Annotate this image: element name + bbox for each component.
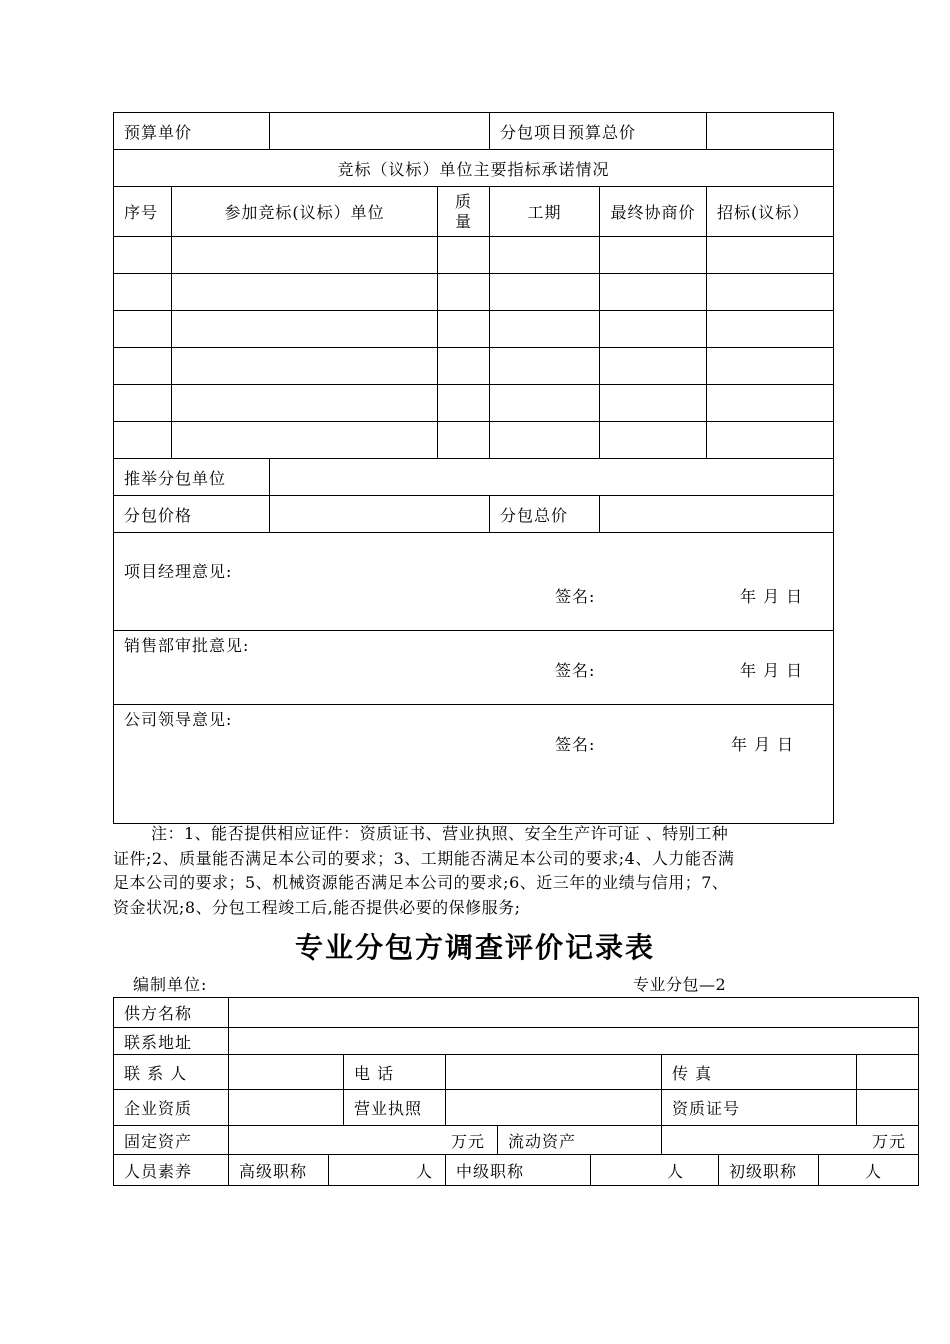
table-row [114, 422, 834, 459]
note-line: 证件;2、质量能否满足本公司的要求；3、工期能否满足本公司的要求;4、人力能否满 [113, 848, 735, 868]
qualification-label: 企业资质 [114, 1090, 229, 1126]
budget-unit-price-field[interactable] [270, 113, 490, 150]
pm-signature-label: 签名: [555, 587, 596, 606]
cell[interactable] [438, 311, 490, 348]
junior-label: 初级职称 [719, 1155, 819, 1186]
budget-unit-price-label: 预算单价 [114, 113, 270, 150]
pm-date-label: 年 月 日 [740, 587, 804, 606]
fax-field[interactable] [857, 1055, 919, 1090]
cell[interactable] [438, 348, 490, 385]
subcontract-total-label: 分包总价 [490, 496, 600, 533]
cell[interactable] [600, 237, 707, 274]
pm-opinion-box[interactable] [114, 533, 834, 631]
address-field[interactable] [229, 1028, 919, 1055]
cell[interactable] [438, 422, 490, 459]
sales-signature-label: 签名: [555, 661, 596, 680]
table-row [114, 311, 834, 348]
cell[interactable] [490, 274, 600, 311]
cell[interactable] [600, 274, 707, 311]
leader-opinion-box[interactable] [114, 705, 834, 824]
cell[interactable] [490, 385, 600, 422]
unit-label: 编制单位: [133, 975, 208, 994]
cell[interactable] [114, 385, 172, 422]
budget-total-label: 分包项目预算总价 [490, 113, 707, 150]
cert-no-label: 资质证号 [662, 1090, 857, 1126]
cell[interactable] [438, 237, 490, 274]
cell[interactable] [172, 311, 438, 348]
address-label: 联系地址 [114, 1028, 229, 1055]
cell[interactable] [114, 348, 172, 385]
subcontract-price-field[interactable] [270, 496, 490, 533]
cell[interactable] [707, 311, 834, 348]
pm-opinion-label: 项目经理意见: [124, 562, 233, 581]
current-assets-label: 流动资产 [498, 1126, 662, 1155]
col-header-period: 工期 [490, 187, 600, 237]
contact-label: 联 系 人 [114, 1055, 229, 1090]
cell[interactable] [438, 274, 490, 311]
cert-no-field[interactable] [857, 1090, 919, 1126]
cell[interactable] [707, 385, 834, 422]
cell[interactable] [172, 274, 438, 311]
cell[interactable] [707, 274, 834, 311]
cell[interactable] [490, 348, 600, 385]
recommended-unit-field[interactable] [270, 459, 834, 496]
leader-opinion-label: 公司领导意见: [124, 710, 233, 729]
leader-signature-label: 签名: [555, 735, 596, 754]
recommended-unit-label: 推举分包单位 [114, 459, 270, 496]
sales-opinion-label: 销售部审批意见: [124, 636, 250, 655]
col-header-bidder: 参加竞标(议标）单位 [172, 187, 438, 237]
table-row [114, 237, 834, 274]
cell[interactable] [707, 348, 834, 385]
cell[interactable] [600, 385, 707, 422]
subcontract-total-field[interactable] [600, 496, 834, 533]
col-header-quality: 质 量 [438, 187, 490, 237]
phone-field[interactable] [446, 1055, 662, 1090]
qualification-field[interactable] [229, 1090, 344, 1126]
commitment-heading: 竞标（议标）单位主要指标承诺情况 [114, 150, 834, 187]
budget-total-field[interactable] [707, 113, 834, 150]
cell[interactable] [707, 237, 834, 274]
supplier-survey-table [113, 997, 919, 1186]
form-code: 专业分包—2 [633, 975, 727, 994]
phone-label: 电 话 [344, 1055, 446, 1090]
fixed-assets-field[interactable]: 万元 [229, 1126, 498, 1155]
cell[interactable] [438, 385, 490, 422]
cell[interactable] [600, 422, 707, 459]
table-row [114, 274, 834, 311]
sales-date-label: 年 月 日 [740, 661, 804, 680]
cell[interactable] [114, 311, 172, 348]
col-header-final-price: 最终协商价 [600, 187, 707, 237]
cell[interactable] [490, 422, 600, 459]
note-line: 资金状况;8、分包工程竣工后,能否提供必要的保修服务; [113, 897, 521, 917]
bid-commitment-table [113, 112, 834, 824]
cell[interactable] [600, 311, 707, 348]
cell[interactable] [172, 422, 438, 459]
table-row [114, 385, 834, 422]
cell[interactable] [707, 422, 834, 459]
sales-opinion-box[interactable] [114, 631, 834, 705]
middle-count-field[interactable]: 人 [591, 1155, 719, 1186]
cell[interactable] [490, 311, 600, 348]
staff-label: 人员素养 [114, 1155, 229, 1186]
fixed-assets-label: 固定资产 [114, 1126, 229, 1155]
senior-label: 高级职称 [229, 1155, 329, 1186]
form-title: 专业分包方调查评价记录表 [294, 931, 655, 964]
senior-count-field[interactable]: 人 [329, 1155, 446, 1186]
table-row [114, 348, 834, 385]
col-header-bid: 招标(议标） [707, 187, 834, 237]
junior-count-field[interactable]: 人 [819, 1155, 919, 1186]
col-header-seq: 序号 [114, 187, 172, 237]
note-line: 注：1、能否提供相应证件：资质证书、营业执照、安全生产许可证 、特别工种 [151, 824, 729, 843]
cell[interactable] [114, 274, 172, 311]
cell[interactable] [490, 237, 600, 274]
middle-label: 中级职称 [446, 1155, 591, 1186]
cell[interactable] [172, 385, 438, 422]
leader-date-label: 年 月 日 [731, 735, 795, 754]
supplier-name-label: 供方名称 [114, 998, 229, 1028]
supplier-name-field[interactable] [229, 998, 919, 1028]
contact-field[interactable] [229, 1055, 344, 1090]
fax-label: 传 真 [662, 1055, 857, 1090]
note-text [113, 822, 838, 920]
license-field[interactable] [446, 1090, 662, 1126]
cell[interactable] [114, 422, 172, 459]
cell[interactable] [600, 348, 707, 385]
cell[interactable] [172, 348, 438, 385]
current-assets-field[interactable]: 万元 [662, 1126, 919, 1155]
cell[interactable] [114, 237, 172, 274]
cell[interactable] [172, 237, 438, 274]
note-line: 足本公司的要求；5、机械资源能否满足本公司的要求;6、近三年的业绩与信用；7、 [113, 873, 729, 892]
subcontract-price-label: 分包价格 [114, 496, 270, 533]
license-label: 营业执照 [344, 1090, 446, 1126]
